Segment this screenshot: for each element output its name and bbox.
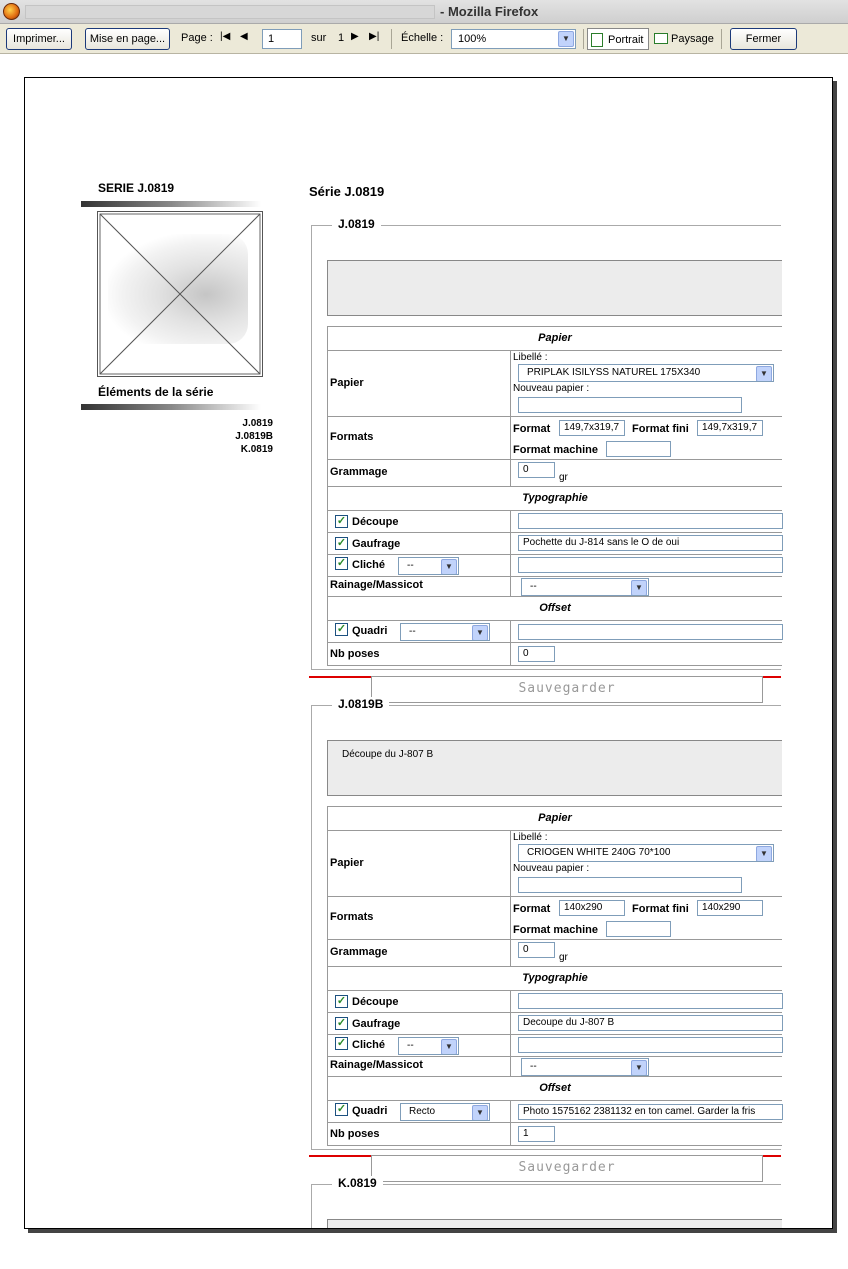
product-image [97,211,263,377]
cliche-input[interactable] [518,557,783,573]
table-row [327,511,782,533]
close-button[interactable]: Fermer [730,28,797,50]
section-typographie: Typographie [327,487,782,511]
table-row [327,940,782,967]
quadri-label: Quadri [352,1105,388,1117]
chevron-down-icon: ▼ [558,31,574,47]
elements-title: Éléments de la série [98,385,214,399]
quadri-input[interactable] [518,624,783,640]
table-row [327,1123,782,1146]
decoupe-label: Découpe [352,516,399,528]
table-row [327,1057,782,1077]
rainage-value: -- [530,581,537,592]
item-table [327,326,782,666]
decoupe-input[interactable] [518,993,783,1009]
description-field[interactable] [327,260,782,316]
description-field[interactable]: Découpe du J-807 B [327,740,782,796]
portrait-button[interactable] [587,28,649,50]
format-input[interactable]: 140x290 [559,900,625,916]
decoupe-checkbox[interactable]: ✓ [336,515,347,527]
papier-value: CRIOGEN WHITE 240G 70*100 [527,847,671,858]
page-title: Série J.0819 [309,184,385,199]
chevron-down-icon: ▼ [441,1039,457,1055]
cliche-select-value: -- [407,560,414,571]
nouveau-papier-label: Nouveau papier : [513,863,590,874]
decoupe-checkbox[interactable]: ✓ [336,995,347,1007]
gr-unit: gr [559,952,568,963]
print-preview-toolbar [0,24,848,54]
item-fieldset [311,697,781,1150]
nouveau-papier-input[interactable] [518,877,742,893]
gaufrage-label: Gaufrage [352,538,401,550]
table-row [327,621,782,643]
next-page-icon[interactable]: ▶ [351,31,359,42]
format-fini-label: Format fini [632,903,689,915]
chevron-down-icon: ▼ [441,559,457,575]
format-machine-input[interactable] [606,921,671,937]
first-page-icon[interactable]: |◀ [220,31,231,42]
item-title: K.0819 [332,1176,383,1190]
divider [81,404,261,410]
cliche-checkbox[interactable]: ✓ [336,557,347,569]
papier-value: PRIPLAK ISILYSS NATUREL 175X340 [527,367,701,378]
decoupe-input[interactable] [518,513,783,529]
gaufrage-checkbox[interactable]: ✓ [336,1017,347,1029]
format-fini-input[interactable]: 140x290 [697,900,763,916]
total-pages: 1 [338,32,345,44]
table-row [327,1013,782,1035]
quadri-select[interactable] [400,1103,490,1121]
item-table [327,806,782,1146]
portrait-icon [591,33,603,47]
gr-unit: gr [559,472,568,483]
serie-title: SERIE J.0819 [98,181,175,195]
nouveau-papier-label: Nouveau papier : [513,383,590,394]
cliche-label: Cliché [352,559,386,571]
decoupe-label: Découpe [352,996,399,1008]
table-row [327,533,782,555]
nb-poses-input[interactable]: 1 [518,1126,555,1142]
previous-page-icon[interactable]: ◀ [240,31,248,42]
landscape-button[interactable] [651,28,717,50]
gaufrage-input[interactable]: Pochette du J-814 sans le O de oui [518,535,783,551]
papier-select[interactable] [518,844,774,862]
quadri-checkbox[interactable]: ✓ [336,623,347,635]
libelle-label: Libellé : [513,352,548,363]
chevron-down-icon: ▼ [472,1105,488,1121]
quadri-input[interactable]: Photo 1575162 2381132 en ton camel. Garder la fris [518,1104,783,1120]
section-papier: Papier [327,807,782,831]
separator [583,29,584,49]
format-input[interactable]: 149,7x319,7 [559,420,625,436]
page-label: Page : [181,32,213,44]
grammage-input[interactable]: 0 [518,462,555,478]
libelle-label: Libellé : [513,832,548,843]
table-row [327,897,782,940]
table-row [327,577,782,597]
table-row [327,460,782,487]
cliche-label: Cliché [352,1039,386,1051]
nb-poses-label: Nb poses [330,648,380,660]
table-row [327,351,782,417]
rainage-label: Rainage/Massicot [330,579,423,591]
cliche-input[interactable] [518,1037,783,1053]
formats-label: Formats [330,431,374,443]
table-row [327,417,782,460]
format-fini-label: Format fini [632,423,689,435]
table-row [327,643,782,666]
list-item[interactable]: K.0819 [240,444,273,455]
title-bar [0,0,848,24]
save-button[interactable]: Sauvegarder [371,1155,763,1182]
separator [391,29,392,49]
item-fieldset [311,217,781,670]
scale-label: Échelle : [401,32,444,44]
table-row [327,991,782,1013]
separator [721,29,722,49]
rainage-label: Rainage/Massicot [330,1059,423,1071]
table-row [327,1035,782,1057]
grammage-label: Grammage [330,946,388,958]
section-papier: Papier [327,327,782,351]
page-number-input[interactable]: 1 [262,29,302,49]
papier-label: Papier [330,377,364,389]
rainage-select[interactable] [521,578,649,596]
section-offset: Offset [327,597,782,621]
redacted-title [25,5,435,19]
item-title: J.0819 [332,217,381,231]
chevron-down-icon: ▼ [472,625,488,641]
description-field[interactable] [327,1219,782,1229]
broken-image-icon [98,212,264,378]
table-row [327,555,782,577]
scale-value: 100% [458,33,487,45]
table-row [327,831,782,897]
gaufrage-input[interactable]: Decoupe du J-807 B [518,1015,783,1031]
quadri-select-value: Recto [409,1106,436,1117]
portrait-label: Portrait [608,34,644,46]
rainage-select[interactable] [521,1058,649,1076]
landscape-icon [654,33,668,44]
format-fini-input[interactable]: 149,7x319,7 [697,420,763,436]
cliche-select[interactable] [398,1037,459,1055]
gaufrage-checkbox[interactable]: ✓ [336,537,347,549]
cliche-checkbox[interactable]: ✓ [336,1037,347,1049]
print-button[interactable]: Imprimer... [6,28,72,50]
nb-poses-input[interactable]: 0 [518,646,555,662]
item-title: J.0819B [332,697,389,711]
rainage-value: -- [530,1061,537,1072]
quadri-select[interactable] [400,623,490,641]
quadri-label: Quadri [352,625,388,637]
nouveau-papier-input[interactable] [518,397,742,413]
grammage-label: Grammage [330,466,388,478]
firefox-icon [3,3,20,20]
chevron-down-icon: ▼ [631,1060,647,1076]
of-label: sur [311,32,327,44]
papier-select[interactable] [518,364,774,382]
list-item[interactable]: J.0819B [235,431,273,442]
format-machine-label: Format machine [513,444,598,456]
format-machine-label: Format machine [513,924,598,936]
formats-label: Formats [330,911,374,923]
divider [81,201,261,207]
format-label: Format [513,423,551,435]
save-button[interactable]: Sauvegarder [371,676,763,703]
format-label: Format [513,903,551,915]
cliche-select[interactable] [398,557,459,575]
chevron-down-icon: ▼ [631,580,647,596]
papier-label: Papier [330,857,364,869]
grammage-input[interactable]: 0 [518,942,555,958]
cliche-select-value: -- [407,1040,414,1051]
section-typographie: Typographie [327,967,782,991]
table-row [327,1101,782,1123]
section-offset: Offset [327,1077,782,1101]
format-machine-input[interactable] [606,441,671,457]
window-title: - Mozilla Firefox [440,4,539,19]
gaufrage-label: Gaufrage [352,1018,401,1030]
list-item[interactable]: J.0819 [242,418,273,429]
scale-select[interactable] [451,29,576,49]
item-fieldset [311,1176,781,1229]
quadri-checkbox[interactable]: ✓ [336,1103,347,1115]
quadri-select-value: -- [409,626,416,637]
chevron-down-icon: ▼ [756,846,772,862]
last-page-icon[interactable]: ▶| [369,31,380,42]
chevron-down-icon: ▼ [756,366,772,382]
nb-poses-label: Nb poses [330,1128,380,1140]
landscape-label: Paysage [671,33,714,45]
print-preview-page [24,77,833,1229]
page-setup-button[interactable]: Mise en page... [85,28,170,50]
elements-list [205,417,273,456]
